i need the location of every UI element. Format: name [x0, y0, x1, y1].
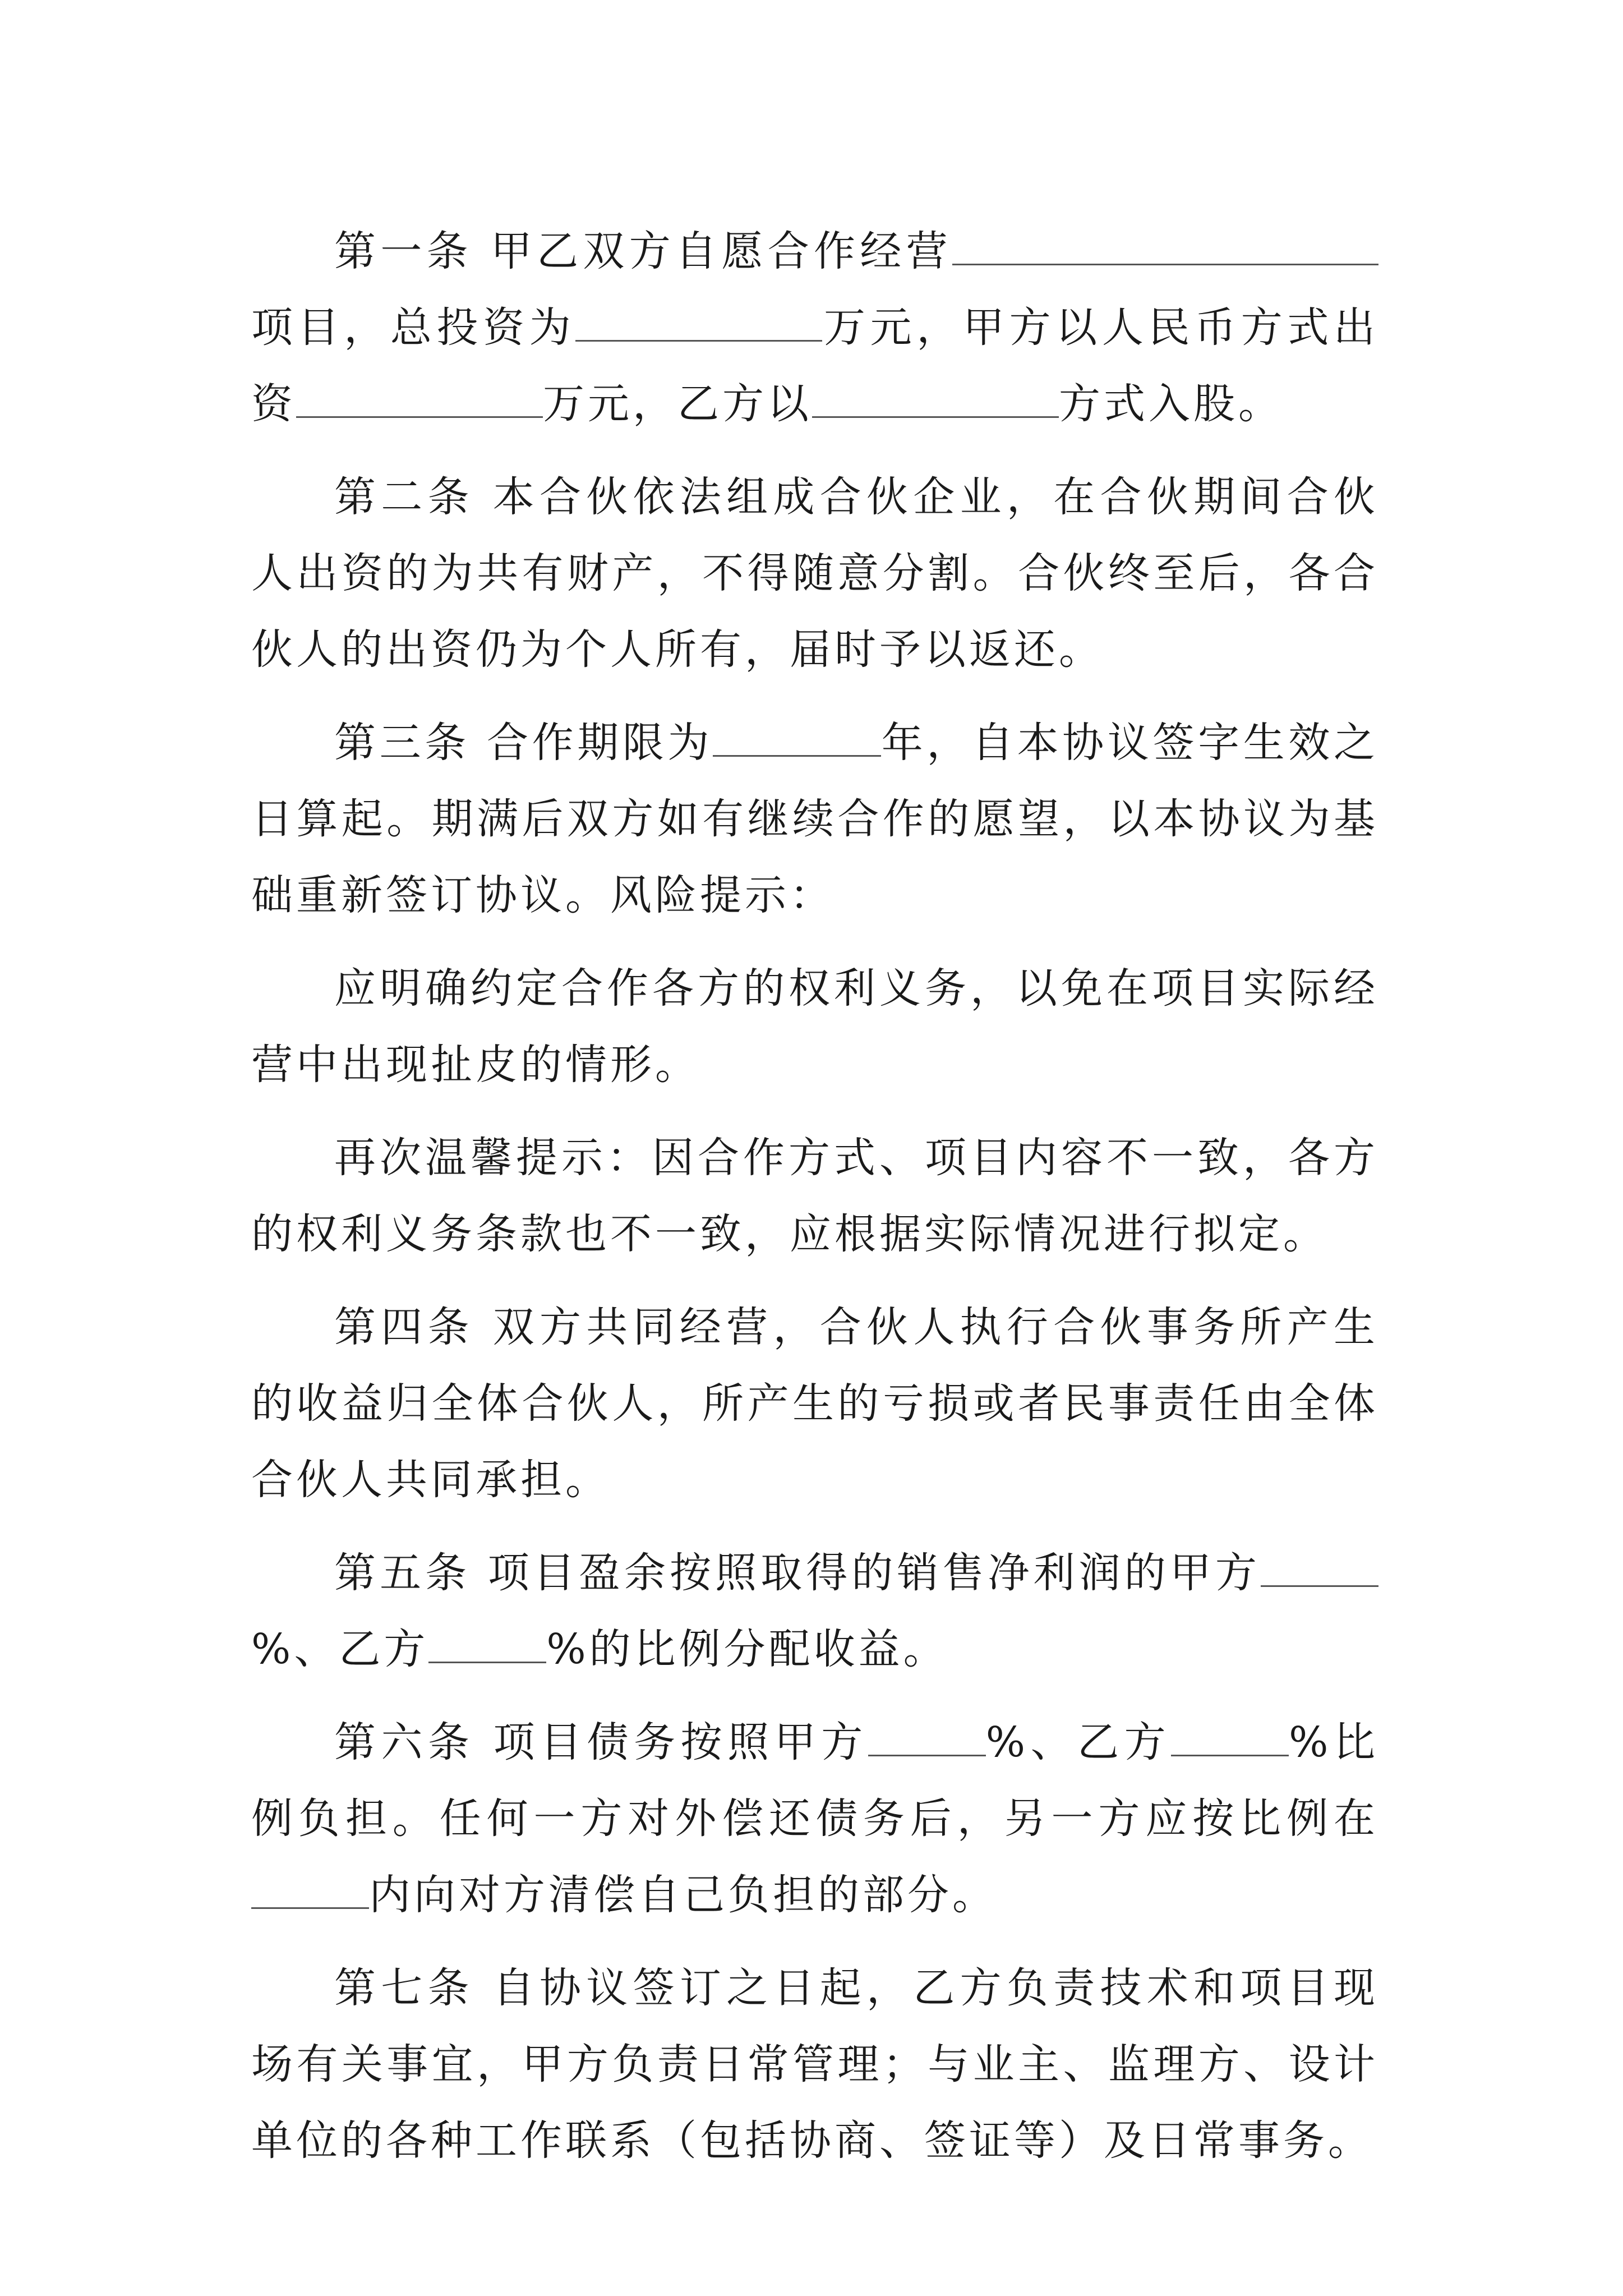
article-5-part-2: %、乙方	[251, 1625, 429, 1673]
blank-debt-party-b[interactable]	[1171, 1715, 1289, 1756]
blank-term-years[interactable]	[713, 716, 881, 757]
article-6-part-2: %、乙方	[985, 1718, 1172, 1766]
blank-profit-party-b[interactable]	[428, 1622, 546, 1663]
article-6	[251, 1704, 1378, 1933]
article-6-part-4: 内向对方清偿自己负担的部分。	[369, 1871, 997, 1919]
article-5-part-1: 第五条 项目盈余按照取得的销售净利润的甲方	[334, 1549, 1261, 1597]
article-6-part-3: %比例负担。任何一方对外偿还债务后，另一方应按比例在	[251, 1718, 1378, 1843]
blank-profit-party-a[interactable]	[1261, 1546, 1378, 1587]
article-4: 第四条 双方共同经营，合伙人执行合伙事务所产生的收益归全体合伙人，所产生的亏损或者民事责任由全体合伙人共同承担。	[251, 1303, 1378, 1504]
article-1	[251, 213, 1378, 442]
article-2: 第二条 本合伙依法组成合伙企业，在合伙期间合伙人出资的为共有财产，不得随意分割。合伙终至后，各合伙人的出资仍为个人所有，届时予以返还。	[251, 473, 1378, 674]
blank-total-investment[interactable]	[575, 301, 822, 342]
article-6-part-1: 第六条 项目债务按照甲方	[334, 1718, 868, 1766]
article-5-part-3: %的比例分配收益。	[546, 1625, 948, 1673]
risk-note: 应明确约定合作各方的权利义务，以免在项目实际经营中出现扯皮的情形。	[251, 964, 1378, 1089]
article-1-part-5: 方式入股。	[1059, 380, 1283, 428]
article-5	[251, 1535, 1378, 1687]
article-1-part-4: 万元，乙方以	[543, 380, 812, 428]
article-3-part-1: 第三条 合作期限为	[334, 719, 713, 767]
blank-project-name[interactable]	[952, 224, 1378, 265]
blank-debt-party-a[interactable]	[868, 1715, 986, 1756]
contract-body	[251, 213, 1378, 2196]
blank-settlement-period[interactable]	[251, 1868, 369, 1909]
article-1-part-1: 第一条 甲乙双方自愿合作经营	[334, 227, 952, 275]
article-1-part-3: 万元，甲方以人民币方式出资	[251, 303, 1378, 428]
article-3-part-2: 年，自本协议签字生效之日算起。期满后双方如有继续合作的愿望，以本协议为基础重新签订协议。风险提示：	[251, 719, 1378, 919]
blank-party-a-capital[interactable]	[296, 377, 543, 418]
blank-party-b-method[interactable]	[812, 377, 1059, 418]
article-3	[251, 705, 1378, 933]
reminder-note: 再次温馨提示：因合作方式、项目内容不一致，各方的权利义务条款也不一致，应根据实际情况进行拟定。	[251, 1134, 1378, 1258]
article-7: 第七条 自协议签订之日起，乙方负责技术和项目现场有关事宜，甲方负责日常管理；与业主、监理方、设计单位的各种工作联系（包括协商、签证等）及日常事务。	[251, 1964, 1378, 2165]
article-1-part-2: 项目，总投资为	[251, 303, 576, 352]
